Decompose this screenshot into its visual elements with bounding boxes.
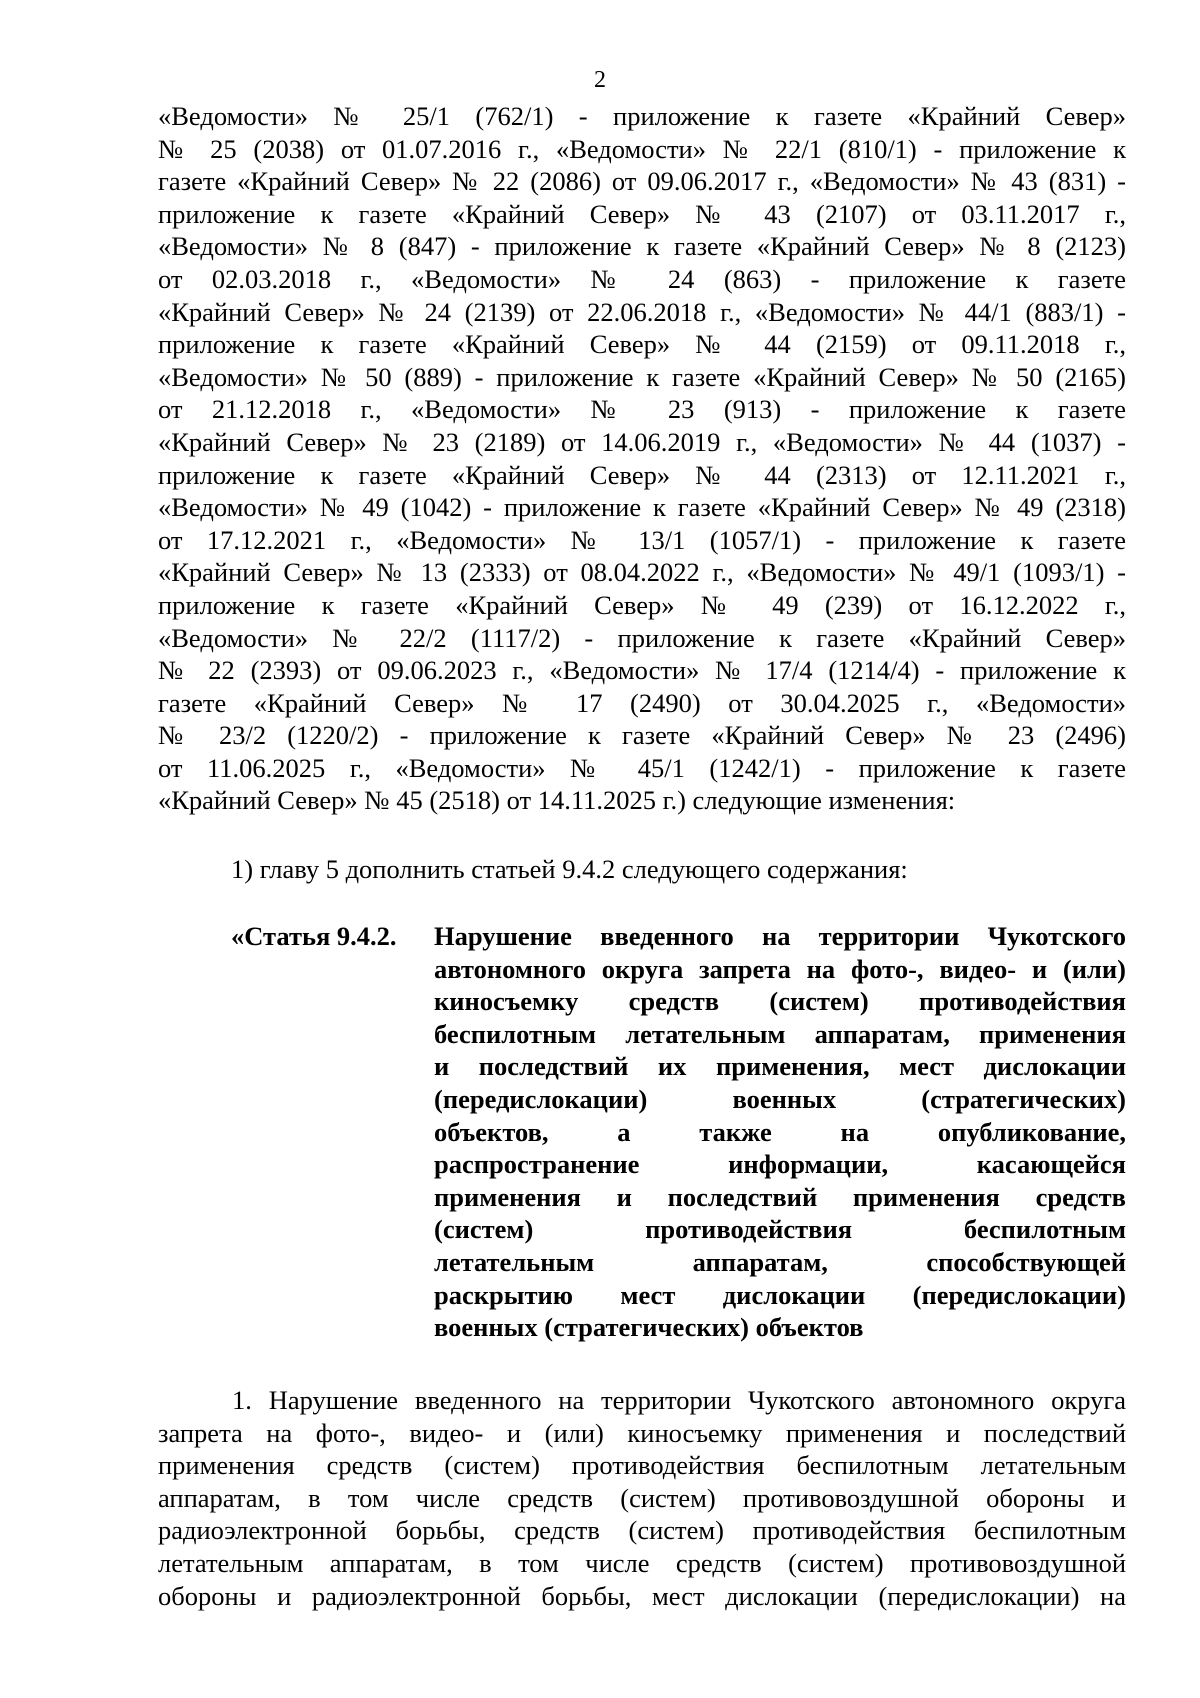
article-paragraph-1 [158,1384,1126,1612]
article-label: «Статья 9.4.2. [231,921,397,951]
text-line: «Ведомости» № 49 (1042) - приложение к газете «Крайний Север» № 49 (2318) [158,492,1126,523]
article-title-line: киносъемку средств (систем) противодействия [434,986,1126,1017]
text-line: приложение к газете «Крайний Север» № 44 (2313) от 12.11.2021 г., [158,459,1126,490]
text-line: от 02.03.2018 г., «Ведомости» № 24 (863) - приложение к газете [158,263,1126,294]
article-title-line: автономного округа запрета на фото-, видео- и (или) [434,953,1126,984]
text-line: «Ведомости» № 22/2 (1117/2) - приложение к газете «Крайний Север» [158,622,1126,653]
text-line: приложение к газете «Крайний Север» № 43 (2107) от 03.11.2017 г., [158,198,1126,229]
text-line: «Крайний Север» № 13 (2333) от 08.04.2022 г., «Ведомости» № 49/1 (1093/1) - [158,557,1126,588]
text-line: летательным аппаратам, в том числе средств (систем) противовоздушной [158,1547,1126,1578]
article-title-line: применения и последствий применения средств [434,1181,1126,1212]
text-line: «Крайний Север» № 23 (2189) от 14.06.2019 г., «Ведомости» № 44 (1037) - [158,426,1126,457]
article-title-line: (передислокации) военных (стратегических) [434,1083,1126,1114]
page-number: 2 [594,67,606,93]
amendment-item-1-text: 1) главу 5 дополнить статьей 9.4.2 следующего содержания: [231,854,908,884]
article-title-line: (систем) противодействия беспилотным [434,1214,1126,1245]
text-line: «Крайний Север» № 45 (2518) от 14.11.2025 г.) следующие изменения: [158,785,956,816]
text-line: 1. Нарушение введенного на территории Чукотского автономного округа [232,1385,1126,1415]
article-title-line: Нарушение введенного на территории Чукотского [434,921,1126,951]
article-title-line: объектов, а также на опубликование, [434,1116,1126,1147]
text-line: применения средств (систем) противодействия беспилотным летательным [158,1450,1126,1481]
text-line: № 22 (2393) от 09.06.2023 г., «Ведомости» № 17/4 (1214/4) - приложение к [158,655,1126,686]
text-line: «Крайний Север» № 24 (2139) от 22.06.2018 г., «Ведомости» № 44/1 (883/1) - [158,296,1126,327]
text-line: газете «Крайний Север» № 22 (2086) от 09.06.2017 г., «Ведомости» № 43 (831) - [158,166,1126,197]
text-line: запрета на фото-, видео- и (или) киносъемку применения и последствий [158,1417,1126,1448]
article-title [434,920,1126,1344]
article-title-line: беспилотным летательным аппаратам, применения [434,1018,1126,1049]
article-title-line: распространение информации, касающейся [434,1149,1126,1180]
text-line: от 17.12.2021 г., «Ведомости» № 13/1 (1057/1) - приложение к газете [158,524,1126,555]
text-line: обороны и радиоэлектронной борьбы, мест дислокации (передислокации) на [158,1580,1126,1611]
text-line: № 23/2 (1220/2) - приложение к газете «Крайний Север» № 23 (2496) [158,720,1126,751]
text-line: «Ведомости» № 50 (889) - приложение к газете «Крайний Север» № 50 (2165) [158,361,1126,392]
text-line: от 11.06.2025 г., «Ведомости» № 45/1 (1242/1) - приложение к газете [158,752,1126,783]
text-line: «Ведомости» № 8 (847) - приложение к газете «Крайний Север» № 8 (2123) [158,231,1126,262]
intro-paragraph [158,100,1126,817]
article-title-line: летательным аппаратам, способствующей [434,1246,1126,1277]
text-line: аппаратам, в том числе средств (систем) противовоздушной обороны и [158,1482,1126,1513]
text-line: от 21.12.2018 г., «Ведомости» № 23 (913) - приложение к газете [158,394,1126,425]
text-line: газете «Крайний Север» № 17 (2490) от 30.04.2025 г., «Ведомости» [158,687,1126,718]
text-line: приложение к газете «Крайний Север» № 44 (2159) от 09.11.2018 г., [158,329,1126,360]
text-line: «Ведомости» № 25/1 (762/1) - приложение к газете «Крайний Север» [158,101,1126,131]
article-title-line: раскрытию мест дислокации (передислокации) [434,1279,1126,1310]
article-title-line: военных (стратегических) объектов [434,1312,864,1343]
text-line: радиоэлектронной борьбы, средств (систем) противодействия беспилотным [158,1515,1126,1546]
article-title-line: и последствий их применения, мест дислокации [434,1051,1126,1082]
text-line: № 25 (2038) от 01.07.2016 г., «Ведомости» № 22/1 (810/1) - приложение к [158,133,1126,164]
text-line: приложение к газете «Крайний Север» № 49 (239) от 16.12.2022 г., [158,589,1126,620]
